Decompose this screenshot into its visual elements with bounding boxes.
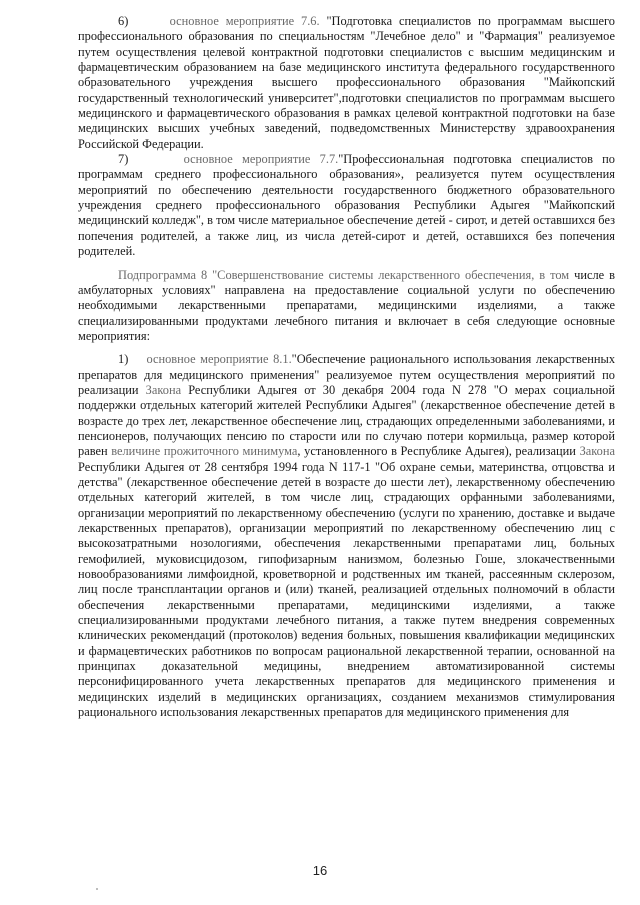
- event-lead: основное мероприятие 8.1.: [146, 352, 292, 367]
- item-number: 6): [118, 14, 129, 28]
- paragraph-item-6: [78, 14, 615, 152]
- event-lead: основное мероприятие 7.7.: [183, 152, 339, 167]
- item-number: 7): [118, 152, 129, 167]
- paragraph-subprogram-8: [78, 268, 615, 345]
- paragraph-text: числе в амбулаторных условиях" направлена на предоставление социальной услуги по обеспечению необходимыми лекарственными препаратами, медицинскими изделиями, а также специализированными продуктами лечебного питания и включает в себя следующие основные мероприятия:: [78, 267, 616, 343]
- paragraph-text: "Обеспечение рационального использования лекарственных препаратов для медицинского применения" реализуемое путем осуществления мероприятий по реализации: [78, 352, 616, 397]
- paragraph-item-8-1: [78, 352, 615, 720]
- document-body: [78, 14, 615, 720]
- subprogram-lead: Подпрограмма 8 "Совершенствование системы лекарственного обеспечения, в том: [118, 267, 570, 282]
- event-lead: основное мероприятие 7.6.: [169, 14, 320, 28]
- law-reference: Закона: [579, 444, 615, 459]
- paragraph-text: "Профессиональная подготовка специалистов по программам среднего профессионального образования», реализуется путем осуществления мероприятий по обеспечению деятельности государственного бюджетного образовательного учреждения среднего профессионального образования Республики Адыгея "Майкопский медицинский колледж", в том числе материальное обеспечение детей - сирот, и детей оставшихся без попечения родителей, а также лиц, из числа детей-сирот и детей, оставшихся без попечения родителей.: [78, 152, 615, 259]
- subsistence-minimum-reference: величине прожиточного минимума: [111, 444, 298, 459]
- paragraph-text: , установленного в Республике Адыгея), реализации: [297, 444, 576, 459]
- paragraph-text: Республики Адыгея от 30 декабря 2004 года N 278 "О мерах социальной поддержки отдельных категорий жителей Республики Адыгея" (лекарственное обеспечение детей в возрасте до трех лет, лекарственное обеспечение лиц, страдающих определенными заболеваниями, и пенсионеров, получающих пенсию по старости или по случаю потери кормильца, размер которой равен: [78, 382, 615, 459]
- paragraph-text: Республики Адыгея от 28 сентября 1994 года N 117-1 "Об охране семьи, материнства, отцовства и детства" (лекарственное обеспечение детей в возрасте до шести лет), лекарственному обеспечению отдельных категорий жителей, в том числе лиц, страдающих орфанными заболеваниями, организации мероприятий по лекарственному обеспечению (услуги по хранению, доставке и выдаче лекарственных препаратов), организации мероприятий по лекарственному обеспечению лиц с высокозатратными нозологиями, обеспечения лекарственными препаратами лиц, больных гемофилией, муковисцидозом, гипофизарным нанизмом, болезнью Гоше, злокачественными новообразованиями лимфоидной, кроветворной и родственных им тканей, рассеянным склерозом, лиц после трансплантации органов и (или) тканей, реализацией отдельных полномочий в области обеспечения лекарственными препаратами, медицинскими изделиями, а также специализированными продуктами лечебного питания, а также путем внедрения современных клинических рекомендаций (протоколов) ведения больных, повышения квалификации медицинских и фармацевтических работников по вопросам рациональной лекарственной терапии, основанной на принципах доказательной медицины, внедрением автоматизированной системы персонифицированного учета лекарственных препаратов для медицинского применения и медицинских изделий в медицинских организациях, созданием механизмов стимулирования рационального использования лекарственных препаратов для медицинского применения для: [78, 459, 615, 720]
- paragraph-item-7: [78, 152, 615, 259]
- page-number: 16: [312, 863, 328, 878]
- law-reference: Закона: [145, 382, 182, 397]
- item-number: 1): [118, 352, 129, 367]
- scan-speck: [96, 888, 98, 890]
- paragraph-text: "Подготовка специалистов по программам высшего профессионального образования по специальностям "Лечебное дело" и "Фармация" реализуемое путем осуществления целевой контрактной подготовки специалистов с высшим медицинским и фармацевтическим образованием на базе медицинского института федерального государственного образовательного учреждения высшего профессионального образования "Майкопский государственный технологический университет",подготовки специалистов по программам высшего медицинского и фармацевтического образования в рамках целевой контрактной подготовки на базе медицинских высших учебных заведений, подведомственных Министерству здравоохранения Российской Федерации.: [78, 14, 615, 151]
